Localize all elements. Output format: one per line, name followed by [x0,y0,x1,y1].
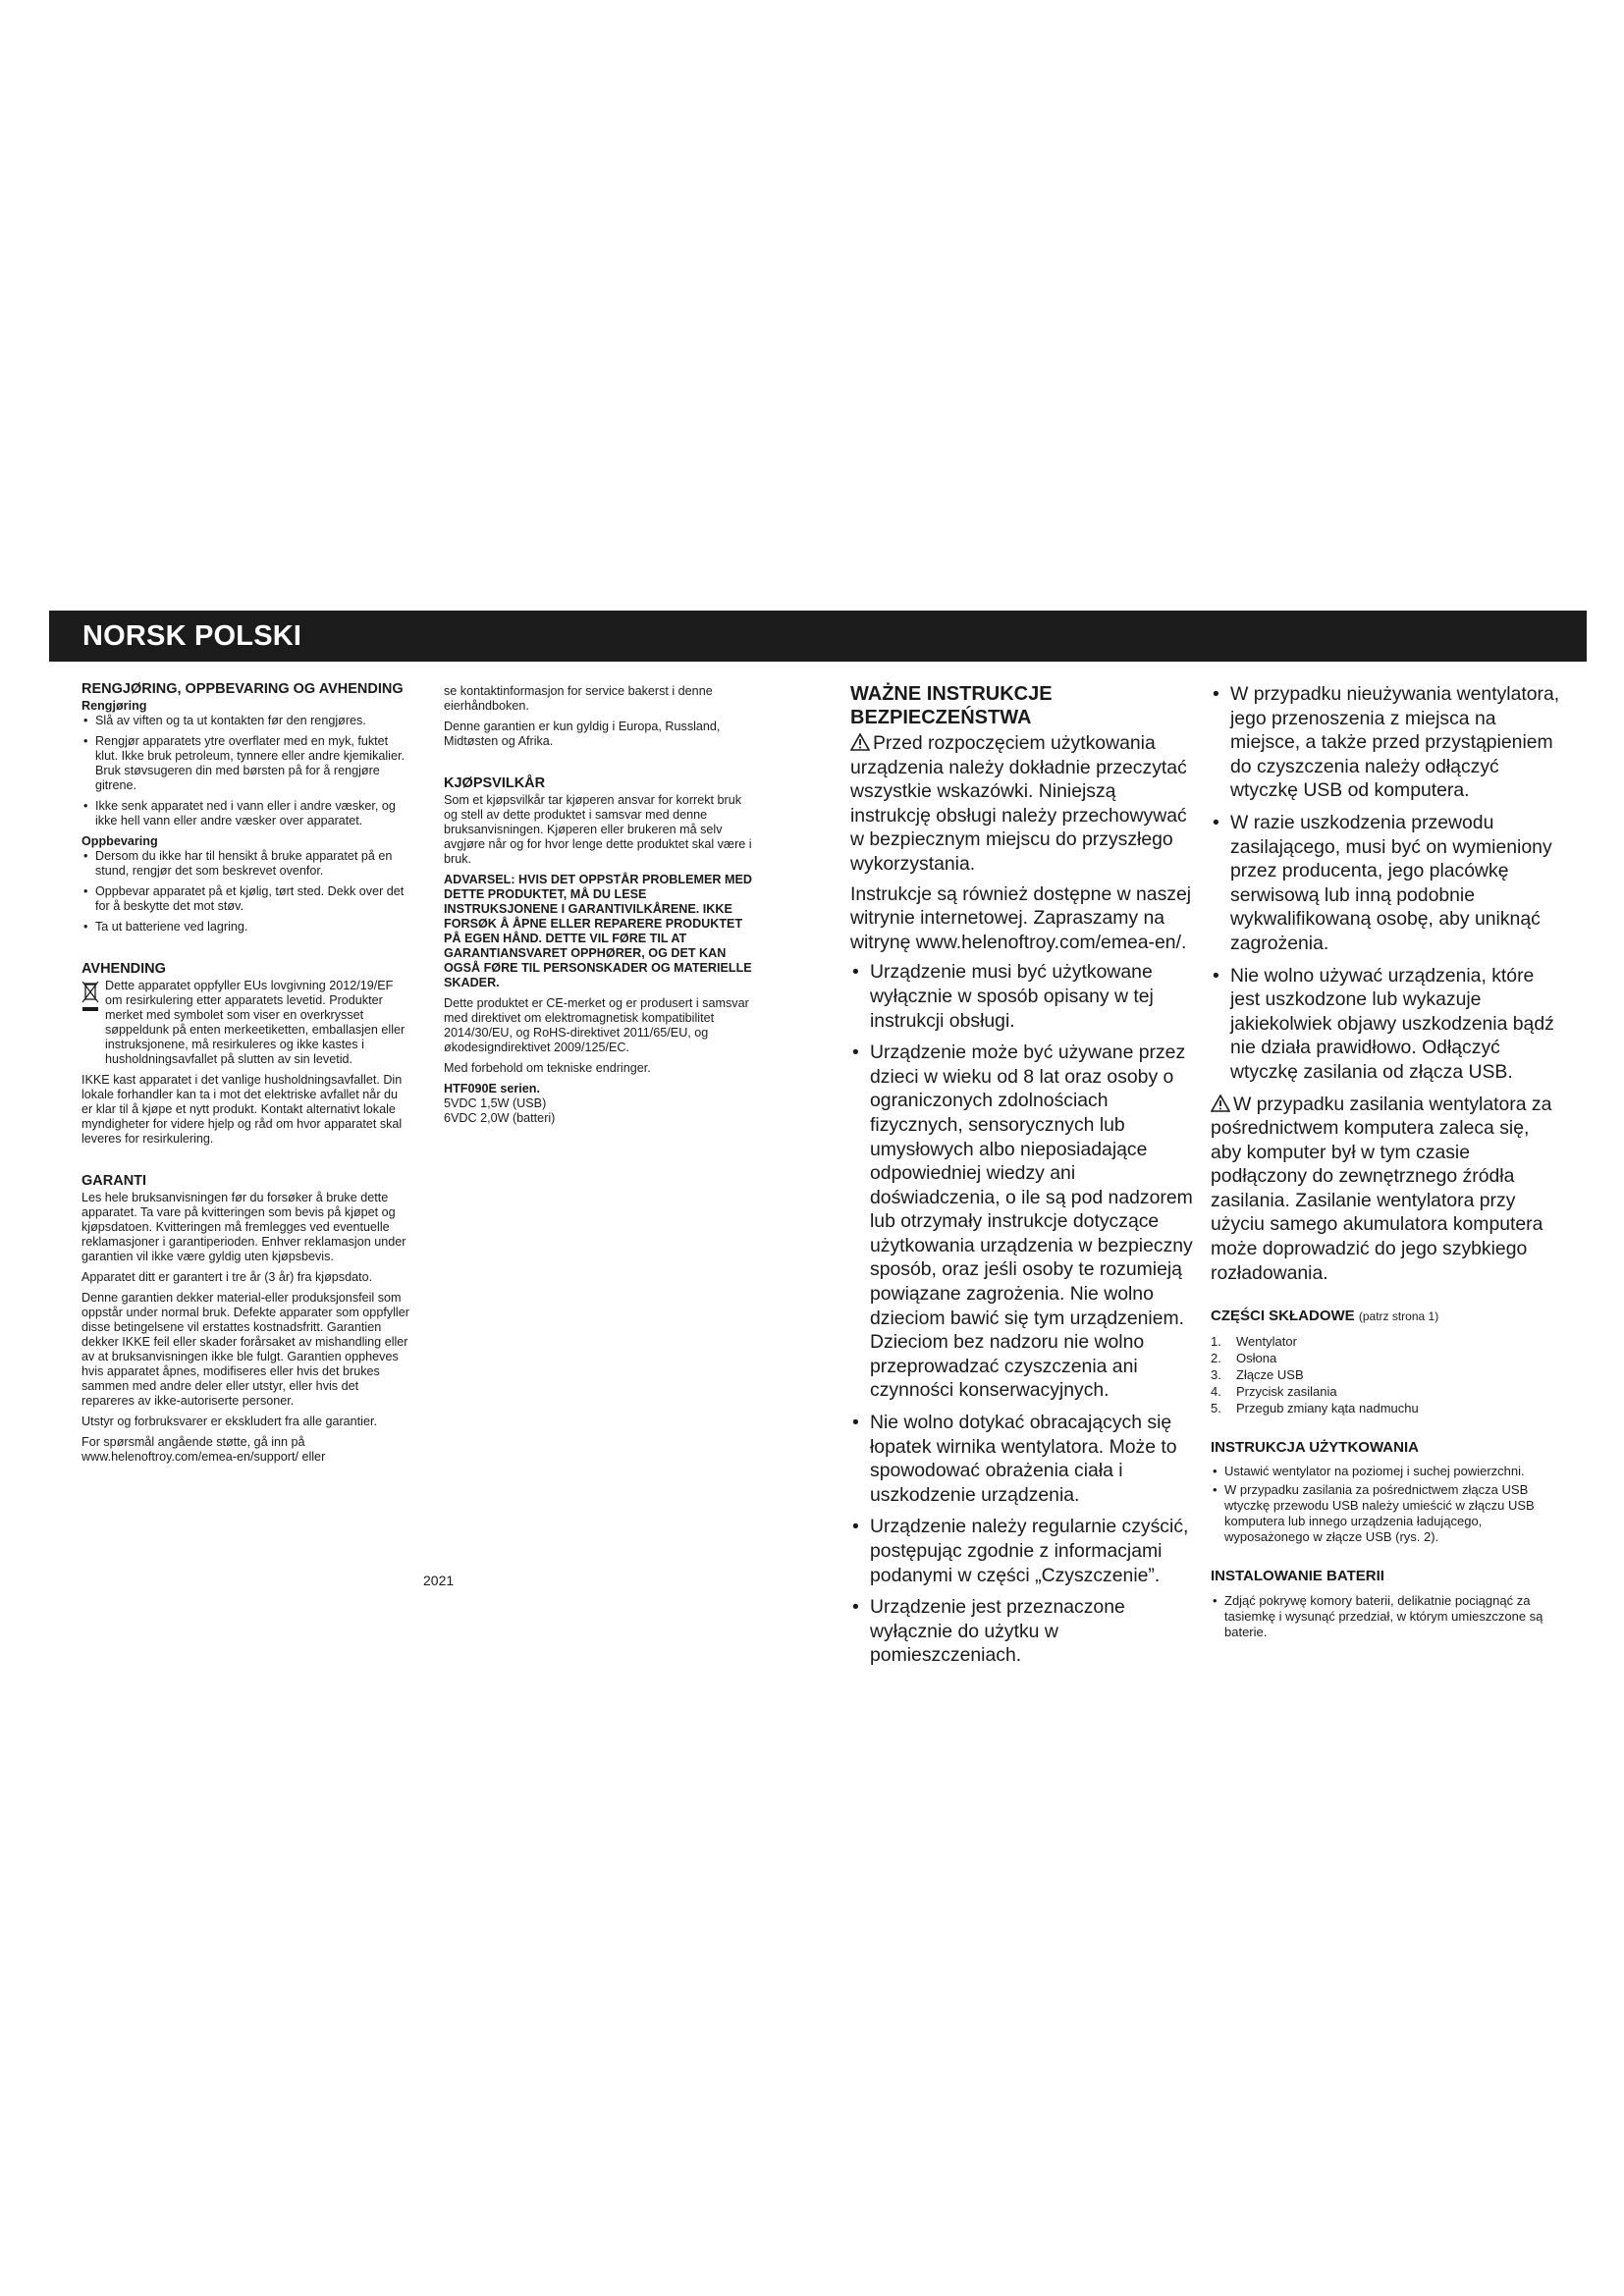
warranty-paragraph: Utstyr og forbruksvarer er ekskludert fra alle garantier. [81,1415,377,1428]
section-title-battery: INSTALOWANIE BATERII [1211,1568,1384,1585]
list-item: • Rengjør apparatets ytre overflater med en myk, fuktet klut. Ikke bruk petroleum, tynnere eller andre kjemikalier. Bruk støvsugeren din med børsten på for å rengjøre gitrene. [81,734,410,793]
crossed-bin-icon [81,979,99,1014]
section-title-purchase-terms: KJØPSVILKÅR [444,775,546,791]
parts-list [1211,1333,1564,1416]
section-title-safety: WAŻNE INSTRUKCJE BEZPIECZEŃSTWA [850,683,1053,728]
column-norsk-1 [81,682,410,1470]
cleaning-list [81,714,410,828]
list-item: 3. Złącze USB [1211,1366,1304,1382]
spec-usb: 5VDC 1,5W (USB) [444,1096,547,1110]
compliance-paragraph: Dette produktet er CE-merket og er produsert i samsvar med direktivet om elektromagnetisk kompatibilitet 2014/30/EU, og RoHS-direktivet 2011/65/EU, og økodesigndirektivet 2009/125/EC. [444,996,749,1054]
storage-list [81,849,410,934]
list-item: • Urządzenie należy regularnie czyścić, postępując zgodnie z informacjami podanymi w części „Czyszczenie”. [850,1515,1198,1587]
disposal-paragraph-2: IKKE kast apparatet i det vanlige husholdningsavfallet. Din lokale forhandler kan ta i mot det elektriske avfallet når du er klar til å kjøpe et nytt produkt. Kontakt alternativt lokale myndigheter for videre hjelp og råd om hvor apparatet skal leveres for resirkulering. [81,1073,403,1146]
warranty-paragraph: Denne garantien dekker material-eller produksjonsfeil som oppstår under normal bruk. Defekte apparater som oppfyller disse betingelsene vil erstattes kostnadsfritt. Garantien dekker IKKE feil eller skader forårsaket av mishandling eller av at bruksanvisningen ikke ble fulgt. Garantien oppheves hvis apparatet åpnes, modifiseres eller hvis det brukes sammen med andre deler eller utstyr, eller hvis det repareres av ikke-autoriserte personer. [81,1291,409,1408]
computer-power-warning: W przypadku zasilania wentylatora za pośrednictwem komputera zaleca się, aby komputer był w tym czasie podłączony do zewnętrznego źródła zasilania. Zasilanie wentylatora przy użyciu samego akumulatora komputera może doprowadzić do jego szybkiego rozładowania. [1211,1093,1552,1284]
list-item: • W przypadku zasilania za pośrednictwem złącza USB wtyczkę przewodu USB należy umieścić w złączu USB komputera lub innego urządzenia ładującego, wyposażonego w złącze USB (rys. 2). [1211,1482,1564,1545]
disposal-paragraph: Dette apparatet oppfyller EUs lovgivning 2012/19/EF om resirkulering etter apparatets levetid. Produkter merket med symbolet som viser en overkrysset søppeldunk på enten merkeetiketten, emballasjen eller instruksjonene, må resirkuleres og ikke kastes i husholdningsavfallet på slutten av sin levetid. [105,979,406,1066]
list-item: • Slå av viften og ta ut kontakten før den rengjøres. [81,714,410,728]
list-item: • Ustawić wentylator na poziomej i suchej powierzchni. [1211,1464,1564,1479]
warranty-paragraph: Les hele bruksanvisningen før du forsøker å bruke dette apparatet. Ta vare på kvitteringen som bevis på kjøpet og kjøpsdatoen. Kvitteringen må fremlegges ved eventuelle reklamasjoner i garantiperioden. Enhver reklamasjon under garantien vil ikke være gyldig uten kjøpsbevis. [81,1191,406,1263]
website-note: Instrukcje są również dostępne w naszej witrynie internetowej. Zapraszamy na witrynę www.helenoftroy.com/emea-en/. [850,882,1192,953]
list-item: 5. Przegub zmiany kąta nadmuchu [1211,1400,1419,1415]
section-title-usage: INSTRUKCJA UŻYTKOWANIA [1211,1438,1419,1456]
warranty-paragraph: se kontaktinformasjon for service bakerst i denne eierhåndboken. [444,684,713,713]
list-item: • Oppbevar apparatet på et kjølig, tørt sted. Dekk over det for å beskytte det mot støv. [81,884,410,914]
list-item: • Nie wolno używać urządzenia, które jest uszkodzone lub wykazuje jakiekolwiek objawy uszkodzenia bądź nie działa prawidłowo. Odłączyć wtyczkę zasilania od złącza USB. [1211,964,1564,1085]
warning-paragraph: ADVARSEL: HVIS DET OPPSTÅR PROBLEMER MED DETTE PRODUKTET, MÅ DU LESE INSTRUKSJONENE I GARANTIVILKÅRENE. IKKE FORSØK Å ÅPNE ELLER REPARERE PRODUKTET PÅ EGEN HÅND. DETTE VIL FØRE TIL AT GARANTIANSVARET OPPHØRER, OG DET KAN OGSÅ FØRE TIL PERSONSKADER OG MATERIELLE SKADER. [444,873,752,989]
changes-note: Med forbehold om tekniske endringer. [444,1061,651,1075]
warning-icon [850,733,870,751]
section-title-warranty: GARANTI [81,1173,147,1189]
column-polski-2 [1211,682,1564,1646]
list-item: • Nie wolno dotykać obracających się łopatek wirnika wentylatora. Może to spowodować obrażenia ciała i uszkodzenie urządzenia. [850,1411,1198,1507]
header-bar [49,611,1587,662]
subheading-storage: Oppbevaring [81,834,158,848]
list-item: • W razie uszkodzenia przewodu zasilającego, musi być on wymieniony przez producenta, jego placówkę serwisową lub inną podobnie wykwalifikowaną osobę, aby uniknąć zagrożenia. [1211,811,1564,956]
series-title: HTF090E serien. [444,1082,540,1095]
section-title-parts: CZĘŚCI SKŁADOWE (patrz strona 1) [1211,1308,1439,1325]
terms-paragraph: Som et kjøpsvilkår tar kjøperen ansvar for korrekt bruk og stell av dette produktet i samsvar med denne bruksanvisningen. Kjøperen eller brukeren må selv avgjøre når og for hvor lenge dette produktet skal være i bruk. [444,793,752,866]
list-item: • Urządzenie może być używane przez dzieci w wieku od 8 lat oraz osoby o ograniczonych zdolnościach fizycznych, sensorycznych lub umysłowych albo nieposiadające odpowiedniej wiedzy ani doświadczenia, o ile są pod nadzorem lub otrzymały instrukcje dotyczące użytkowania urządzenia w bezpieczny sposób, oraz jeśli osoby te rozumieją powiązane zagrożenia. Nie wolno dzieciom bawić się tym urządzeniem. Dzieciom bez nadzoru nie wolno przeprowadzać czyszczenia ani czynności konserwacyjnych. [850,1041,1198,1403]
safety-intro: Przed rozpoczęciem użytkowania urządzenia należy dokładnie przeczytać wszystkie wskazówki. Niniejszą instrukcję obsługi należy przechowywać w bezpiecznym miejscu do przyszłego wykorzystania. [850,732,1187,875]
list-item: • Ta ut batteriene ved lagring. [81,920,410,934]
usage-list [1211,1464,1564,1545]
spec-battery: 6VDC 2,0W (batteri) [444,1111,556,1125]
list-item: • Ikke senk apparatet ned i vann eller i andre væsker, og ikke hell vann eller andre væsker over apparatet. [81,799,410,828]
list-item: • Dersom du ikke har til hensikt å bruke apparatet på en stund, rengjør det som beskrevet ovenfor. [81,849,410,879]
list-item: 1. Wentylator [1211,1333,1297,1349]
battery-list [1211,1593,1564,1640]
list-item: • Urządzenie jest przeznaczone wyłącznie do użytku w pomieszczeniach. [850,1595,1198,1668]
column-polski-1 [850,682,1198,1676]
warning-icon [1211,1095,1230,1112]
warranty-paragraph: For spørsmål angående støtte, gå inn på www.helenoftroy.com/emea-en/support/ eller [81,1435,326,1464]
list-item: 2. Osłona [1211,1350,1277,1365]
section-title-disposal: AVHENDING [81,961,166,977]
warranty-paragraph: Apparatet ditt er garantert i tre år (3 år) fra kjøpsdato. [81,1270,373,1284]
list-item: 4. Przycisk zasilania [1211,1383,1337,1399]
column-norsk-2 [444,684,758,1126]
list-item: • Urządzenie musi być użytkowane wyłącznie w sposób opisany w tej instrukcji obsługi. [850,960,1198,1033]
safety-list-continued [1211,682,1564,1085]
list-item: • Zdjąć pokrywę komory baterii, delikatnie pociągnąć za tasiemkę i wysunąć przedział, w którym umieszczone są baterie. [1211,1593,1564,1640]
page-footer-year: 2021 [423,1573,455,1588]
subheading-cleaning: Rengjøring [81,699,147,713]
page-title: NORSK POLSKI [82,620,302,652]
warranty-paragraph: Denne garantien er kun gyldig i Europa, Russland, Midtøsten og Afrika. [444,720,721,748]
section-title-cleaning: RENGJØRING, OPPBEVARING OG AVHENDING [81,681,404,697]
safety-list [850,960,1198,1668]
list-item: • W przypadku nieużywania wentylatora, jego przenoszenia z miejsca na miejsce, a także przed przystąpieniem do czyszczenia należy odłączyć wtyczkę USB od komputera. [1211,682,1564,803]
